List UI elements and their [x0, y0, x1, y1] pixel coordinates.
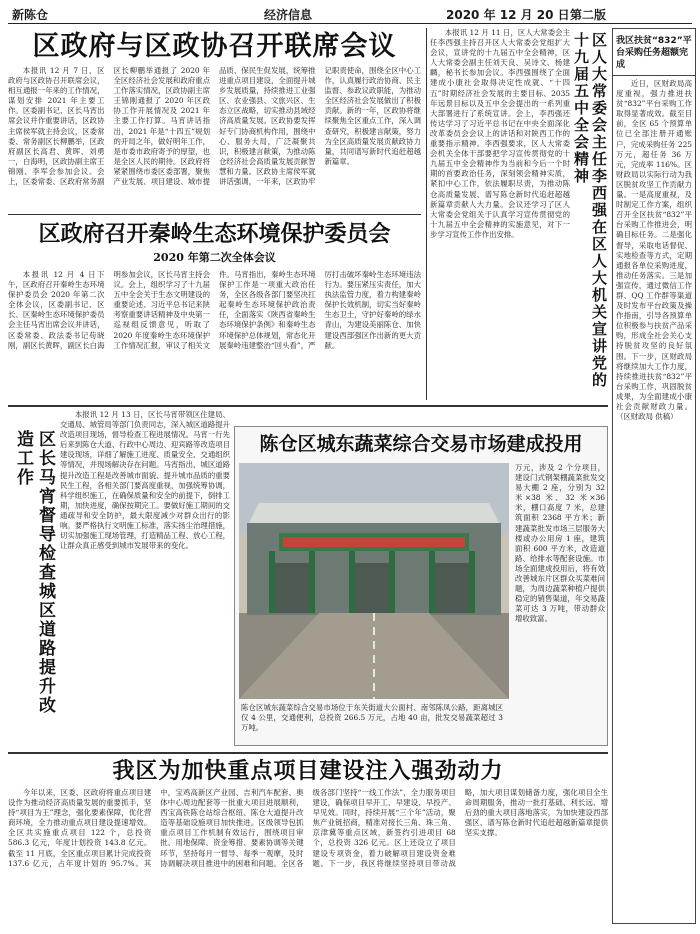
- paper-name: 新陈仓: [12, 8, 49, 22]
- sidebar-body: 近日，区财政局高度重视，强力推进扶贫“832”平台采购工作取得显著成效。截至目前，全区 65 个预算单位已全部注册开通账户，完成采购任务 225 万元，超任务 36 万元，完成率 116%。区财政局以实际行动为我区脱贫攻坚工作贡献力量。一是高度重视，及时制定工作方案，组织召开全区扶贫“832”平台采购工作推进会，明确目标任务。二是强化督导，采取电话督促、实地检查等方式，定期通报各单位采购进度，推动任务落实。三是加强宣传，通过微信工作群、QQ 工作群等渠道及时发布平台政策及操作指南，引导各预算单位积极参与扶贫产品采购，形成全社会关心支持脱贫攻坚的良好氛围。下一步，区财政局将继续加大工作力度，持续推进扶贫“832”平台采购工作，巩固脱贫成果，为全面建成小康社会贡献财政力量。（区财政局 供稿）: [616, 79, 692, 422]
- edition-label: 第二版: [570, 8, 607, 22]
- article-qinling-protection: [8, 220, 421, 400]
- photo-side-text: 万元，涉及 2 个分项目，建设门式钢架棚蔬菜批发交易大棚 2 座，分别为 32 米×38 米、32 米×36 米，棚口高度 7 米，总建筑面积 2368 平方米；新建蔬菜批发市场三层服务大楼或办公用房 1 座，建筑面积 600 平方米，改造道路、给排水等配套设施。市场全面建成投用后，将有效改善城东片区群众买菜难问题，为周边蔬菜种植户提供稳定的销售渠道，年交易蔬菜可达 3 万吨，带动群众增收致富。: [515, 463, 605, 624]
- issue-date: 2020 年 12 月 20 日: [446, 8, 570, 22]
- divider: [8, 405, 608, 407]
- article-body: 本报讯 12 月 4 日下午，区政府召开秦岭生态环境保护委员会 2020 年第二次全体会议，区委副书记、区长、区秦岭生态环境保护委员会主任马宵出席会议并讲话，区委常委、政法委书记苟晓刚，副区长黄晖，副区长白海明参加会议，区长马宵主持会议。会上，组织学习了十九届五中全会关于生态文明建设的重要论述、习近平总书记来陕考察重要讲话精神及中央第一巡视组反馈意见，听取了 2020 年度秦岭生态环境保护工作情况汇报，审议了相关文件。马宵指出，秦岭生态环境保护工作是一项重大政治任务，全区各级各部门要坚决扛起秦岭生态环境保护政治责任，全面落实《陕西省秦岭生态环境保护条例》和秦岭生态环境保护总体规划，常态化开展秦岭违建整治“回头看”，严厉打击破坏秦岭生态环境违法行为。要压紧压实责任，加大执法监管力度，着力构建秦岭保护长效机制，切实当好秦岭生态卫士，守护好秦岭的绿水青山，为建设美丽陈仓、加快建设西部强区作出新的更大贡献。: [8, 270, 421, 350]
- photo-feature-title: 陈仓区城东蔬菜综合交易市场建成投用: [259, 433, 583, 455]
- market-photo: [239, 463, 509, 699]
- article-body: 本报讯 12 月 11 日，区人大常委会主任李西强主持召开区人大常委会党组扩大会议，宣讲党的十九届五中全会精神，区人大常委会副主任刘天良、吴诗文、杨建麟，秘书长参加会议。李西强围绕了全面建成小康社会取得决定性成就、“十四五”时期经济社会发展的主要目标、2035 年远景目标以及五中全会提出的一系列重大部署进行了系统宣讲。会上，李西强还传达学习了习近平总书记在中央全面深化改革委员会会议上的讲话和对陕西工作的重要指示精神。李西强要求，区人大常委会机关全体干部要把学习宣传贯彻党的十九届五中全会精神作为当前和今后一个时期的首要政治任务，深刻领会精神实质，紧扣中心工作，依法履职尽责，为推动陈仓高质量发展、谱写陈仓新时代追赶超越新篇章贡献人大力量。会议还学习了区人大常委会党组关于认真学习宣传贯彻党的十九届五中全会精神的实施意见，对下一步学习宣传工作作出安排。: [430, 28, 570, 239]
- article-headline: 区人大常委会主任李西强在区人大机关宣讲党的十九届五中全会精神: [572, 32, 608, 389]
- article-body: 今年以来，区委、区政府将重点项目建设作为推动经济高质量发展的重要抓手，坚持“项目为王”理念，强化要素保障，优化营商环境，全力推动重点项目建设提速增效。全区共实施重点项目 122 个，总投资 586.3 亿元，年度计划投资 143.8 亿元。截至 11 月底，全区重点项目累计完成投资 137.6 亿元，占年度计划的 95.7%。其中，宝鸡高新区产业园、吉利汽车配套、奥体中心周边配套等一批重大项目进展顺利，西宝高铁陈仓站综合枢纽、陈仓大道提升改造等基础设施项目加快推进。区级领导包抓重点项目工作机制有效运行，围绕项目审批、用地保障、资金筹措、要素协调等关键环节，坚持每月一督导、每季一观摩，及时协调解决项目推进中的困难和问题。全区各级各部门坚持“一线工作法”，全力服务项目建设，确保项目早开工、早建设、早投产、早见效。同时，持续开展“三个年”活动，聚焦产业链招商，精准对接长三角、珠三角、京津冀等重点区域，新签约引进项目 68 个，总投资 326 亿元。区上还设立了项目建设专项资金，着力破解项目建设资金难题。下一步，我区将继续坚持项目带动战略，加大项目谋划储备力度，强化项目全生命周期服务，推动一批打基础、利长远、增后劲的重大项目落地落实，为加快建设西部强区、谱写陈仓新时代追赶超越新篇章提供坚实支撑。: [8, 788, 608, 868]
- article-headline: 我区为加快重点项目建设注入强劲动力: [112, 759, 504, 784]
- article-headline: 区长马宵督导检查城区道路提升改造工作: [13, 430, 55, 715]
- divider: [8, 752, 608, 754]
- article-joint-meeting: [8, 28, 421, 210]
- divider: [426, 28, 427, 400]
- article-subheadline: 2020 年第二次全体会议: [153, 251, 276, 264]
- article-road-inspection: [8, 410, 230, 746]
- sidebar-poverty-procurement: [612, 28, 696, 924]
- photo-caption: 陈仓区城东蔬菜综合交易市场位于东关街道大公面村、南邻陈凤公路，距离城区仅 4 公里，交通便利，总投资 266.5 万元，占地 40 亩，批发交易蔬菜超过 3 万吨。: [241, 703, 503, 733]
- article-body: 本报讯 12 月 7 日，区政府与区政协召开联席会议，相互通报一年来的工作情况，谋划安排 2021 年主要工作。区委副书记、区长马宵出席会议并作重要讲话，区政协主席侯军就主持会议，区委常委、常务副区长柳鹏举，区政府副区长高君、黄晖、刘勇一，白海明，区政协副主席王锦刚、李军会参加会议。会上，区委常委、区政府常务副区长柳鹏举通报了 2020 年全区经济社会发展和政府重点工作落实情况，区政协副主席王锦刚通报了 2020 年区政协工作开展情况及 2021 年主要工作打算。马宵讲话指出，2021 年是“十四五”规划的开局之年，做好明年工作，是市委市政府寄予的厚望，也是全区人民的期待。区政府将紧紧围绕市委区委部署，聚焦产业发展、项目建设、城市提品质、保民生促发展，统筹推进重点项目建设，全面提升城乡发展质量，持续推进工业强区、农业强县、文旅兴区、生态立区战略，切实推动县域经济高质量发展。区政协要发挥好专门协商机构作用，围绕中心、服务大局，广泛凝聚共识，积极建言献策，为推动陈仓经济社会高质量发展贡献智慧和力量。区政协主席侯军就讲话强调，一年来，区政协牢记职责使命，围绕全区中心工作，认真履行政治协商、民主监督、参政议政职能，为推动全区经济社会发展做出了积极贡献。新的一年，区政协将继续聚焦全区重点工作，深入调查研究，积极建言献策，努力为全区高质量发展贡献政协力量，共同谱写新时代追赶超越新篇章。: [8, 66, 421, 187]
- masthead: [8, 4, 692, 24]
- divider: [8, 214, 421, 215]
- article-headline: 区政府与区政协召开联席会议: [32, 31, 397, 62]
- article-key-projects: [8, 756, 608, 926]
- article-headline: 区政府召开秦岭生态环境保护委员会: [38, 222, 391, 247]
- photo-feature: [234, 426, 608, 746]
- article-npc-lecture: [430, 28, 608, 400]
- article-body: 本报讯 12 月 13 日，区长马宵带领区住建局、交通局、城管局等部门负责同志，深入城区道路提升改造项目现场，督导检查工程进展情况。马宵一行先后来到陈仓大道、行政中心周边、迎宾路等改造项目建设现场，详细了解施工进度、质量安全、交通组织等情况，并现场解决存在问题。马宵指出，城区道路提升改造工程是改善城市面貌、提升城市品质的重要民生工程，各相关部门要高度重视，加强统筹协调，科学组织施工，在确保质量和安全的前提下，倒排工期，加快进度，确保按期完工。要做好施工期间的交通疏导和安全防护，最大限度减少对群众出行的影响。要严格执行文明施工标准，落实扬尘治理措施，切实加强施工现场管理，打造精品工程、放心工程，让群众真正感受到城市发展带来的变化。: [60, 410, 230, 551]
- sidebar-title: 我区扶贫“832”平台采购任务超额完成: [613, 29, 695, 76]
- section-name: 经济信息: [264, 8, 313, 22]
